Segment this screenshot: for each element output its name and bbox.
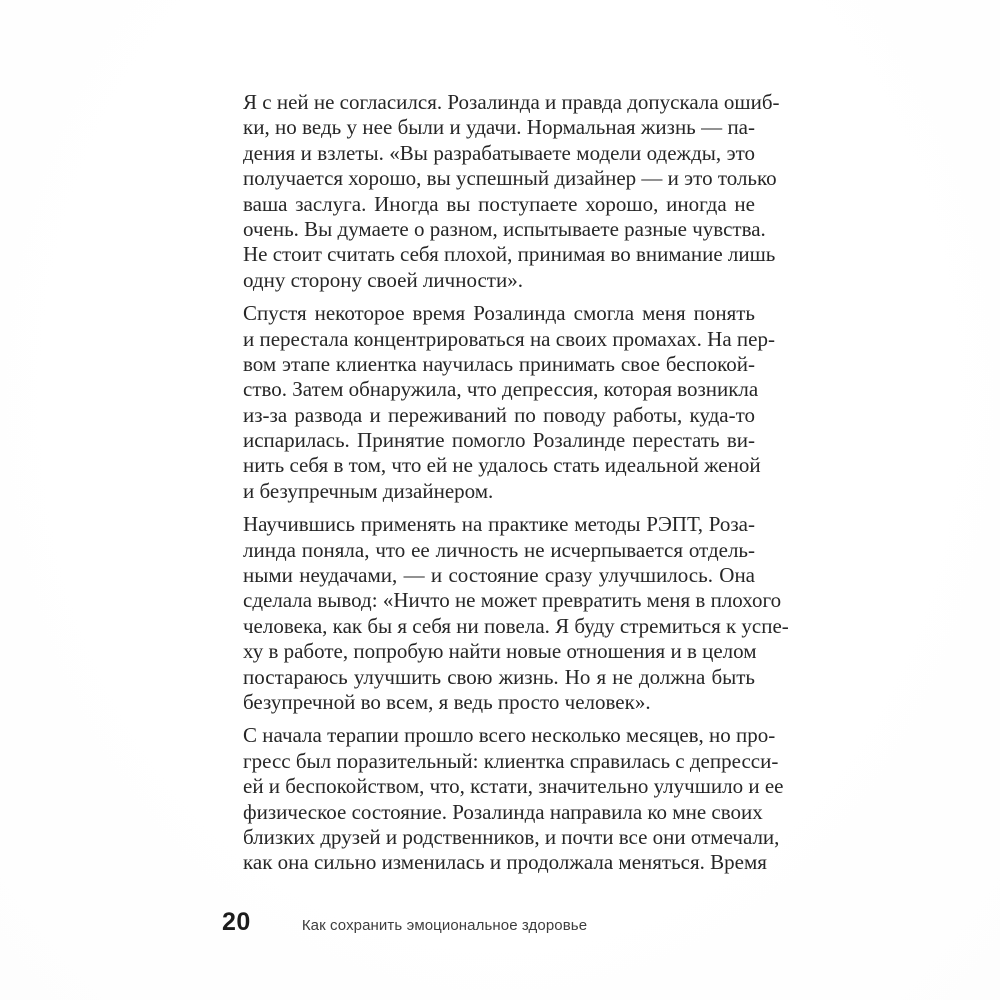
text-line: ваша заслуга. Иногда вы поступаете хорошо, иногда не bbox=[243, 191, 755, 216]
text-line: ными неудачами, — и состояние сразу улучшилось. Она bbox=[243, 563, 755, 588]
text-line: ей и беспокойством, что, кстати, значительно улучшило и ее bbox=[243, 774, 784, 799]
text-line: Не стоит считать себя плохой, принимая во внимание лишь bbox=[243, 242, 776, 267]
text-line: ство. Затем обнаружила, что депрессия, которая возникла bbox=[243, 377, 759, 402]
text-line: одну сторону своей личности». bbox=[243, 267, 523, 292]
text-line: Спустя некоторое время Розалинда смогла меня понять bbox=[243, 301, 755, 326]
text-line: ки, но ведь у нее были и удачи. Нормальная жизнь — па- bbox=[243, 115, 755, 140]
paragraph bbox=[243, 90, 780, 293]
text-line: вом этапе клиентка научилась принимать свое беспокой- bbox=[243, 351, 755, 376]
text-line: ху в работе, попробую найти новые отношения и в целом bbox=[243, 639, 757, 664]
text-line: как она сильно изменилась и продолжала меняться. Время bbox=[243, 850, 767, 875]
text-line: испарилась. Принятие помогло Розалинде перестать ви- bbox=[243, 428, 755, 453]
text-line: С начала терапии прошло всего несколько месяцев, но про- bbox=[243, 723, 776, 748]
text-line: линда поняла, что ее личность не исчерпывается отдель- bbox=[243, 537, 755, 562]
page-number: 20 bbox=[222, 908, 251, 936]
text-line: Я с ней не согласился. Розалинда и правда допускала ошиб- bbox=[243, 90, 780, 114]
text-line: нить себя в том, что ей не удалось стать идеальной женой bbox=[243, 453, 761, 478]
running-title: Как сохранить эмоциональное здоровье bbox=[301, 917, 588, 934]
paragraph bbox=[243, 512, 789, 715]
paragraph bbox=[243, 301, 775, 504]
text-line: и безупречным дизайнером. bbox=[243, 478, 494, 503]
text-line: сделала вывод: «Ничто не может превратить меня в плохого bbox=[243, 588, 782, 613]
page-footer bbox=[222, 908, 587, 937]
text-line: постараюсь улучшить свою жизнь. Но я не должна быть bbox=[243, 664, 755, 689]
body-text bbox=[243, 90, 789, 884]
text-line: близких друзей и родственников, и почти все они отмечали, bbox=[243, 824, 780, 849]
text-line: очень. Вы думаете о разном, испытываете разные чувства. bbox=[243, 216, 766, 241]
text-line: безупречной во всем, я ведь просто человек». bbox=[243, 689, 651, 714]
paragraph bbox=[243, 723, 784, 875]
text-line: физическое состояние. Розалинда направила ко мне своих bbox=[243, 799, 763, 824]
text-line: получается хорошо, вы успешный дизайнер — и это только bbox=[243, 166, 777, 191]
text-line: человека, как бы я себя ни повела. Я буду стремиться к успе- bbox=[243, 613, 789, 638]
text-line: и перестала концентрироваться на своих промахах. На пер- bbox=[243, 326, 775, 351]
text-line: Научившись применять на практике методы РЭПТ, Роза- bbox=[243, 512, 755, 537]
text-line: из-за развода и переживаний по поводу работы, куда-то bbox=[243, 402, 755, 427]
text-line: дения и взлеты. «Вы разрабатываете модели одежды, это bbox=[243, 140, 755, 165]
text-line: гресс был поразительный: клиентка справилась с депресси- bbox=[243, 748, 779, 773]
